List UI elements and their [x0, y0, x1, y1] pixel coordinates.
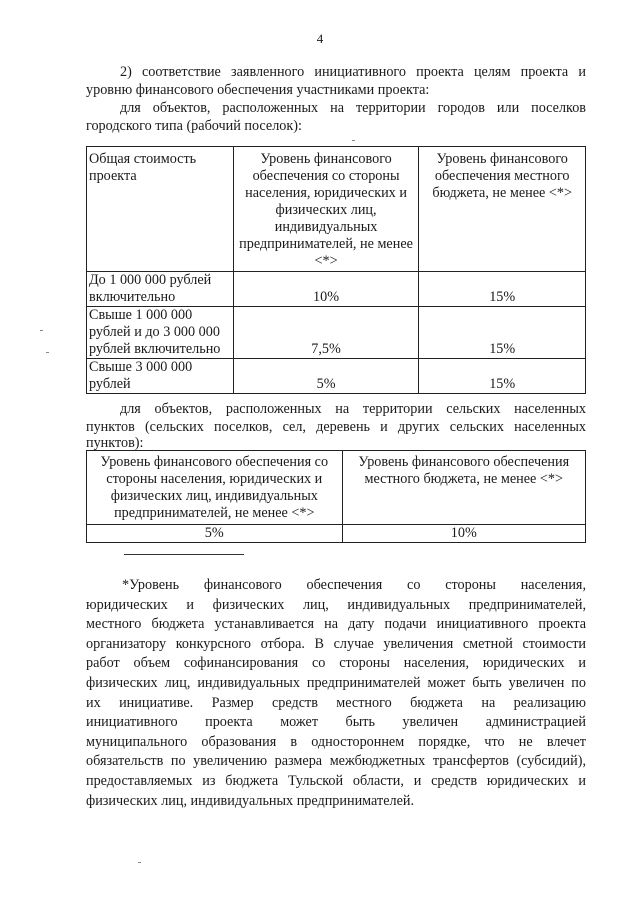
cost-cell: Свыше 3 000 000 рублей: [87, 359, 234, 394]
population-share-cell: 7,5%: [233, 307, 419, 359]
page-number: 4: [316, 31, 324, 46]
intro-line-4: городского типа (рабочий поселок):: [86, 118, 302, 134]
rural-funding-table: [86, 450, 586, 543]
header-budget-share: Уровень финансового обеспечения местного бюджета, не менее <*>: [342, 451, 585, 525]
budget-share-cell: 10%: [342, 525, 585, 543]
population-share-cell: 5%: [87, 525, 343, 543]
table-row: [87, 307, 586, 359]
budget-share-cell: 15%: [419, 272, 586, 307]
header-population-share: Уровень финансового обеспечения со стороны населения, юридических и физических лиц, индивидуальных предпринимателей, не менее <*>: [87, 451, 343, 525]
budget-share-cell: 15%: [419, 359, 586, 394]
rural-line-1: для объектов, расположенных на территории сельских населенных: [120, 401, 586, 417]
table-row: [87, 359, 586, 394]
scan-speck: [352, 140, 355, 141]
intro-line-1: 2) соответствие заявленного инициативного проекта целям проекта и: [120, 64, 586, 80]
footnote-line: инициативного проекта может быть увеличен администрацией: [86, 714, 586, 731]
budget-share-cell: 15%: [419, 307, 586, 359]
header-cost: Общая стоимость проекта: [87, 147, 234, 272]
cost-cell: Свыше 1 000 000 рублей и до 3 000 000 рублей включительно: [87, 307, 234, 359]
urban-funding-table: [86, 146, 586, 394]
footnote: [86, 576, 586, 811]
scan-speck: [40, 330, 43, 331]
scan-speck: [46, 352, 49, 353]
footnote-line: работ объем софинансирования со стороны населения, юридических и: [86, 655, 586, 672]
rural-line-2: пунктов (сельских поселков, сел, деревень и других сельских населенных: [86, 419, 586, 435]
footnote-line: юридических и физических лиц, индивидуальных предпринимателей,: [86, 596, 586, 613]
population-share-cell: 10%: [233, 272, 419, 307]
footnote-line: физических лиц, индивидуальных предпринимателей.: [86, 792, 415, 809]
header-population-share: Уровень финансового обеспечения со стороны населения, юридических и физических лиц, индивидуальных предпринимателей, не менее <*>: [233, 147, 419, 272]
footnote-line: организатору конкурсного отбора. В случае увеличения сметной стоимости: [86, 635, 586, 652]
footnote-line: предоставляемых из бюджета Тульской области, и средств юридических и: [86, 772, 586, 789]
intro-line-3: для объектов, расположенных на территории городов или поселков: [120, 100, 586, 116]
intro-line-2: уровню финансового обеспечения участниками проекта:: [86, 82, 430, 98]
footnote-line: их инициативе. Размер средств местного бюджета на реализацию: [86, 694, 586, 711]
footnote-separator: [124, 554, 244, 555]
scan-speck: [138, 862, 141, 863]
table-header-row: [87, 451, 586, 525]
header-budget-share: Уровень финансового обеспечения местного бюджета, не менее <*>: [419, 147, 586, 272]
table-row: [87, 525, 586, 543]
footnote-line: обязательств по увеличению размера межбюджетных трансфертов (субсидий),: [86, 753, 586, 770]
rural-line-3: пунктов):: [86, 435, 144, 451]
footnote-line: *Уровень финансового обеспечения со стороны населения,: [122, 577, 586, 593]
cost-cell: До 1 000 000 рублей включительно: [87, 272, 234, 307]
table-header-row: [87, 147, 586, 272]
population-share-cell: 5%: [233, 359, 419, 394]
footnote-line: физических лиц, индивидуальных предпринимателей может быть увеличен по: [86, 674, 586, 691]
table-row: [87, 272, 586, 307]
footnote-line: местного бюджета устанавливается на дату подачи инициативного проекта: [86, 616, 586, 633]
footnote-line: муниципального образования в одностороннем порядке, что не влечет: [86, 733, 586, 750]
